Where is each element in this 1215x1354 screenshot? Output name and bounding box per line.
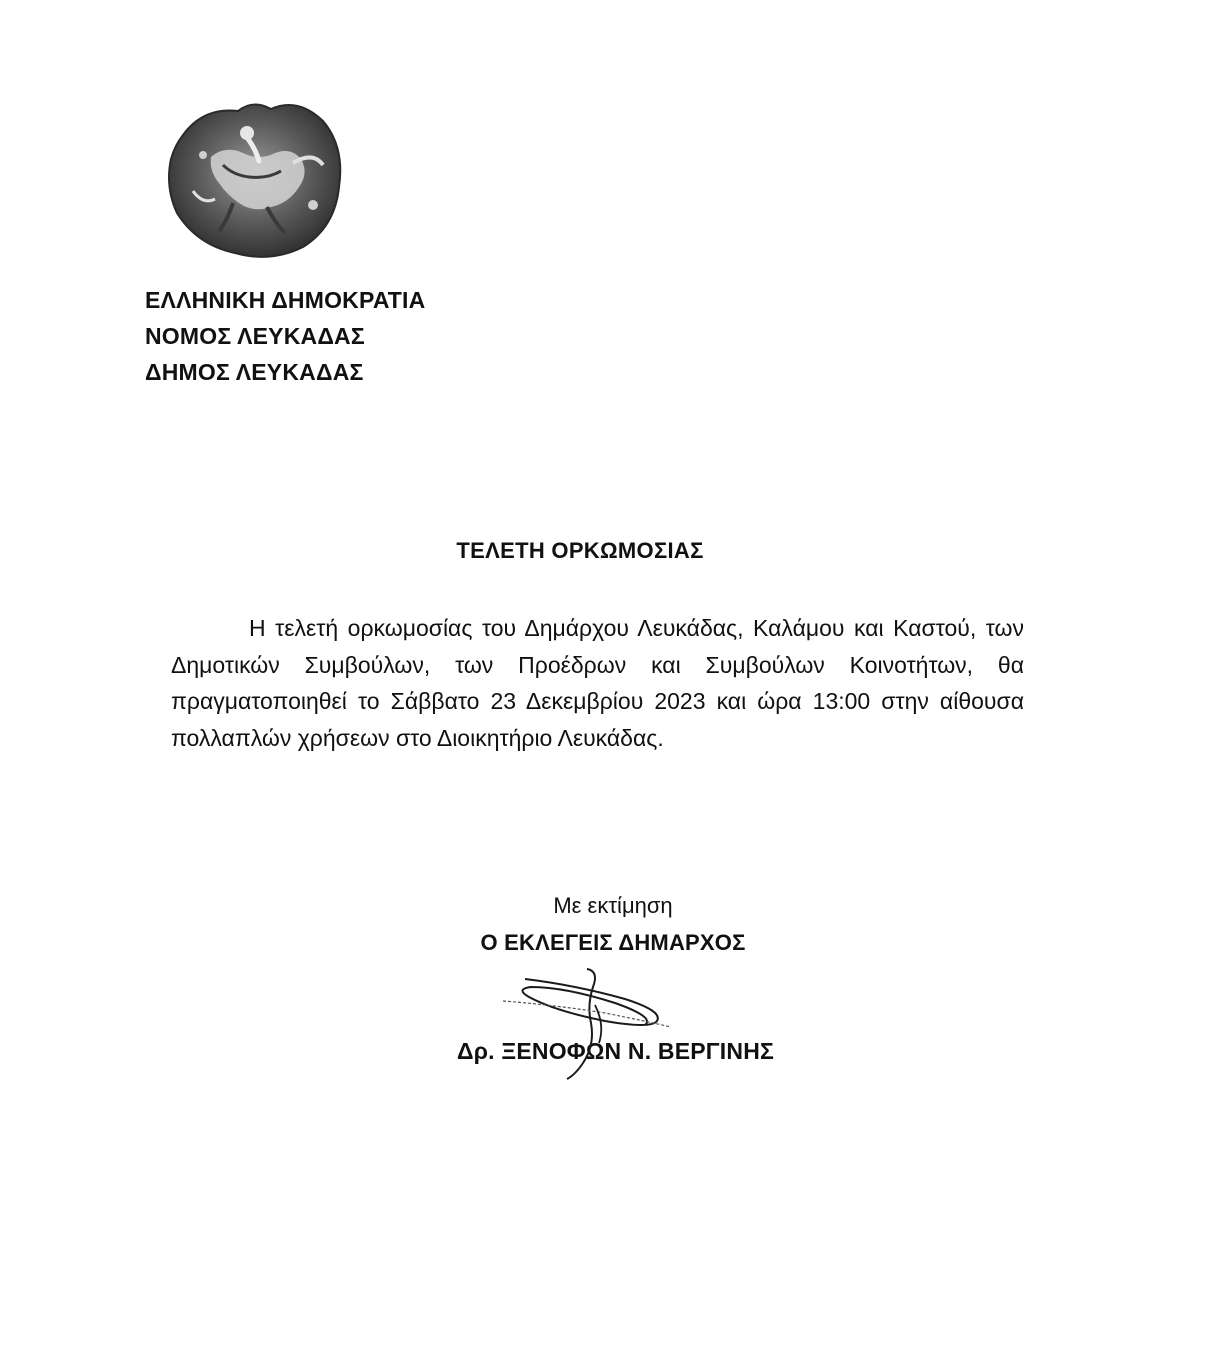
- issuer-header: [145, 282, 425, 390]
- closing-greeting: Με εκτίμηση: [553, 893, 673, 918]
- signer-name: Δρ. ΞΕΝΟΦΩΝ Ν. ΒΕΡΓΙΝΗΣ: [457, 1038, 775, 1064]
- header-line-municipality: ΔΗΜΟΣ ΛΕΥΚΑΔΑΣ: [145, 359, 364, 385]
- coin-emblem-icon: [163, 95, 348, 260]
- document-title: ΤΕΛΕΤΗ ΟΡΚΩΜΟΣΙΑΣ: [456, 538, 704, 563]
- header-line-prefecture: ΝΟΜΟΣ ΛΕΥΚΑΔΑΣ: [145, 323, 365, 349]
- signer-title: Ο ΕΚΛΕΓΕΙΣ ΔΗΜΑΡΧΟΣ: [480, 930, 746, 955]
- announcement-body: Η τελετή ορκωμοσίας του Δημάρχου Λευκάδας, Καλάμου και Καστού, των Δημοτικών Συμβούλων, των Προέδρων και Συμβούλων Κοινοτήτων, θα πραγματοποιηθεί το Σάββατο 23 Δεκεμβρίου 2023 και ώρα 13:00 στην αίθουσα πολλαπλών χρήσεων στο Διοικητήριο Λευκάδας.: [171, 615, 1024, 751]
- header-line-country: ΕΛΛΗΝΙΚΗ ΔΗΜΟΚΡΑΤΙΑ: [145, 287, 426, 313]
